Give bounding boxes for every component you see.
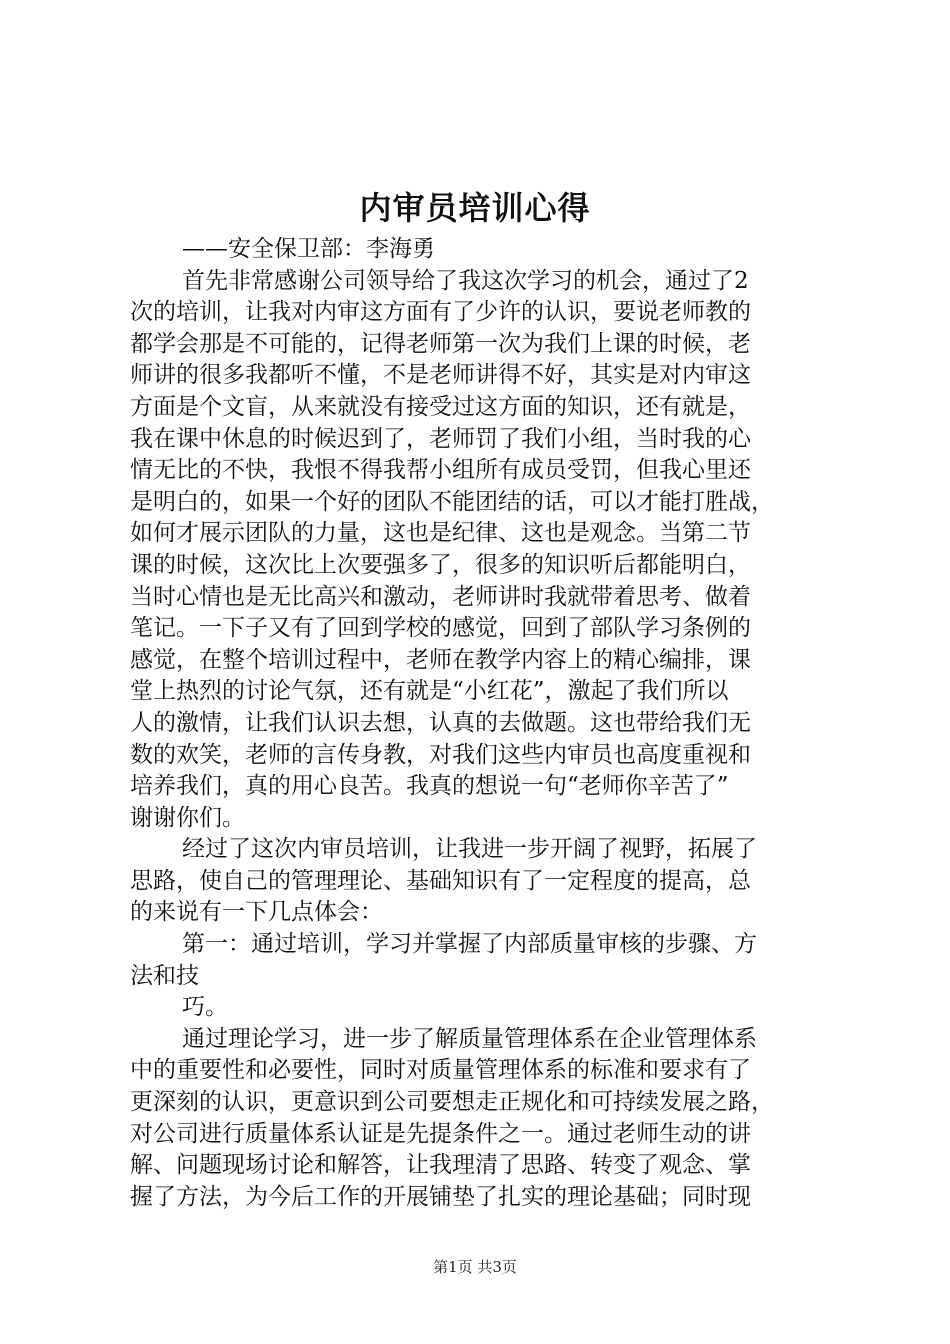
text-line: 人的激情，让我们认识去想，认真的去做题。这也带给我们无 bbox=[130, 709, 751, 736]
text-line: 如何才展示团队的力量，这也是纪律、这也是观念。当第二节 bbox=[130, 520, 751, 547]
text-line: 笔记。一下子又有了回到学校的感觉，回到了部队学习条例的 bbox=[130, 615, 751, 642]
text-line: 中的重要性和必要性，同时对质量管理体系的标准和要求有了 bbox=[130, 1057, 751, 1084]
text-line: 首先非常感谢公司领导给了我这次学习的机会，通过了2 bbox=[182, 267, 749, 294]
text-line: 方面是个文盲，从来就没有接受过这方面的知识，还有就是， bbox=[130, 393, 751, 420]
page-footer: 第1页 共3页 bbox=[433, 1258, 517, 1276]
text-line: 思路，使自己的管理理论、基础知识有了一定程度的提高，总 bbox=[130, 867, 751, 894]
text-line: 的来说有一下几点体会： bbox=[130, 899, 383, 926]
byline: ——安全保卫部：李海勇 bbox=[182, 236, 435, 262]
text-line: 解、问题现场讨论和解答，让我理清了思路、转变了观念、掌 bbox=[130, 1152, 751, 1179]
text-line: 第一：通过培训，学习并掌握了内部质量审核的步骤、方 bbox=[182, 931, 757, 958]
document-body bbox=[130, 234, 830, 1213]
text-line: 谢谢你们。 bbox=[130, 804, 245, 831]
text-line: 通过理论学习，进一步了解质量管理体系在企业管理体系 bbox=[182, 1025, 757, 1052]
text-line: 师讲的很多我都听不懂，不是老师讲得不好，其实是对内审这 bbox=[130, 362, 751, 389]
text-line: 当时心情也是无比高兴和激动，老师讲时我就带着思考、做着 bbox=[130, 583, 751, 610]
text-line: 数的欢笑，老师的言传身教，对我们这些内审员也高度重视和 bbox=[130, 741, 751, 768]
text-line: 经过了这次内审员培训，让我进一步开阔了视野，拓展了 bbox=[182, 836, 757, 863]
text-line: 巧。 bbox=[182, 994, 228, 1021]
text-line: 情无比的不快，我恨不得我帮小组所有成员受罚，但我心里还 bbox=[130, 457, 751, 484]
text-line: 堂上热烈的讨论气氛，还有就是“小红花”，激起了我们所以 bbox=[130, 678, 729, 705]
text-line: 课的时候，这次比上次要强多了，很多的知识听后都能明白， bbox=[130, 551, 751, 578]
text-line: 是明白的，如果一个好的团队不能团结的话，可以才能打胜战， bbox=[130, 488, 774, 515]
text-line: 我在课中休息的时候迟到了，老师罚了我们小组，当时我的心 bbox=[130, 425, 751, 452]
document-title: 内审员培训心得 bbox=[359, 189, 591, 227]
text-line: 感觉，在整个培训过程中，老师在教学内容上的精心编排，课 bbox=[130, 646, 751, 673]
text-line: 握了方法，为今后工作的开展铺垫了扎实的理论基础；同时现 bbox=[130, 1183, 751, 1210]
text-line: 培养我们，真的用心良苦。我真的想说一句“老师你辛苦了” bbox=[130, 773, 729, 800]
text-line: 都学会那是不可能的，记得老师第一次为我们上课的时候，老 bbox=[130, 330, 751, 357]
text-line: 更深刻的认识，更意识到公司要想走正规化和可持续发展之路， bbox=[130, 1089, 774, 1116]
text-line: 对公司进行质量体系认证是先提条件之一。通过老师生动的讲 bbox=[130, 1120, 751, 1147]
text-line: 法和技 bbox=[130, 962, 199, 989]
text-line: 次的培训，让我对内审这方面有了少许的认识，要说老师教的 bbox=[130, 299, 751, 326]
